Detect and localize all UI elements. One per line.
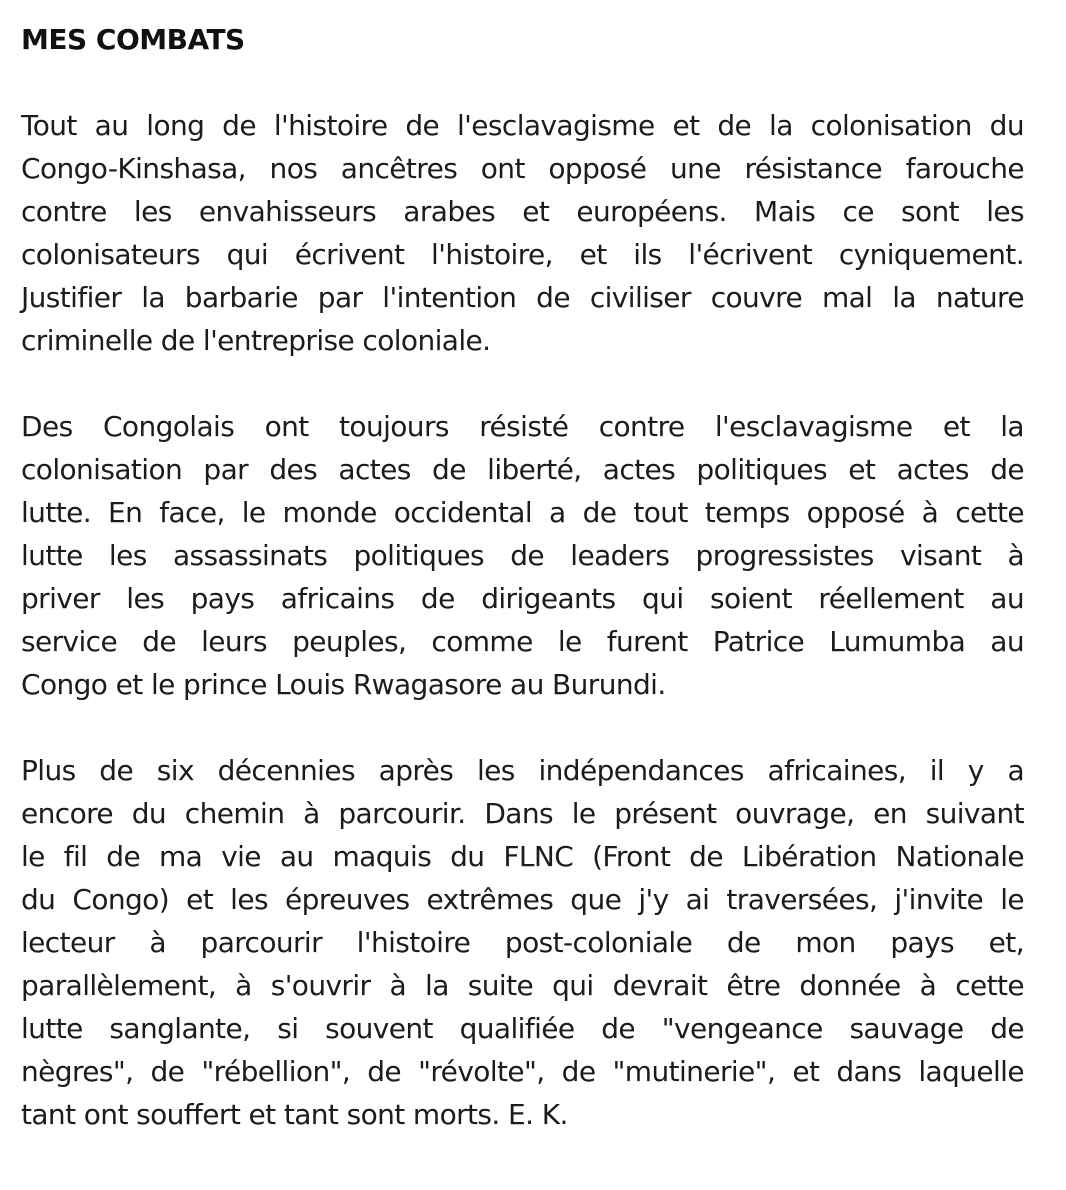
paragraph-line: du Congo) et les épreuves extrêmes que j'y ai traversées, j'invite le xyxy=(21,883,1024,916)
document-title: MES COMBATS xyxy=(21,23,245,56)
paragraph-line: priver les pays africains de dirigeants qui soient réellement au xyxy=(21,582,1024,615)
paragraph-line: Des Congolais ont toujours résisté contre l'esclavagisme et la xyxy=(21,410,1024,443)
paragraph-2 xyxy=(21,405,1024,706)
paragraph-line: contre les envahisseurs arabes et européens. Mais ce sont les xyxy=(21,195,1024,228)
paragraph-line: Congo-Kinshasa, nos ancêtres ont opposé une résistance farouche xyxy=(21,152,1024,185)
paragraph-line: nègres", de "rébellion", de "révolte", de "mutinerie", et dans laquelle xyxy=(21,1055,1024,1088)
document-page xyxy=(21,20,1024,1179)
paragraph-line: le fil de ma vie au maquis du FLNC (Front de Libération Nationale xyxy=(21,840,1024,873)
paragraph-line: lecteur à parcourir l'histoire post-coloniale de mon pays et, xyxy=(21,926,1024,959)
paragraph-1 xyxy=(21,104,1024,362)
paragraph-line: colonisateurs qui écrivent l'histoire, et ils l'écrivent cyniquement. xyxy=(21,238,1024,271)
paragraph-line: encore du chemin à parcourir. Dans le présent ouvrage, en suivant xyxy=(21,797,1024,830)
paragraph-line: Plus de six décennies après les indépendances africaines, il y a xyxy=(21,754,1024,787)
paragraph-line: lutte les assassinats politiques de leaders progressistes visant à xyxy=(21,539,1024,572)
paragraph-line: colonisation par des actes de liberté, actes politiques et actes de xyxy=(21,453,1024,486)
paragraph-line: lutte sanglante, si souvent qualifiée de "vengeance sauvage de xyxy=(21,1012,1024,1045)
paragraph-line: Tout au long de l'histoire de l'esclavagisme et de la colonisation du xyxy=(21,109,1024,142)
paragraph-line: criminelle de l'entreprise coloniale. xyxy=(21,324,491,357)
paragraph-3 xyxy=(21,749,1024,1136)
paragraph-line: service de leurs peuples, comme le furent Patrice Lumumba au xyxy=(21,625,1024,658)
paragraph-line: Congo et le prince Louis Rwagasore au Burundi. xyxy=(21,668,666,701)
paragraph-line: Justifier la barbarie par l'intention de civiliser couvre mal la nature xyxy=(21,281,1024,314)
paragraph-line: lutte. En face, le monde occidental a de tout temps opposé à cette xyxy=(21,496,1024,529)
paragraph-line: tant ont souffert et tant sont morts. E. K. xyxy=(21,1098,568,1131)
paragraph-line: parallèlement, à s'ouvrir à la suite qui devrait être donnée à cette xyxy=(21,969,1024,1002)
